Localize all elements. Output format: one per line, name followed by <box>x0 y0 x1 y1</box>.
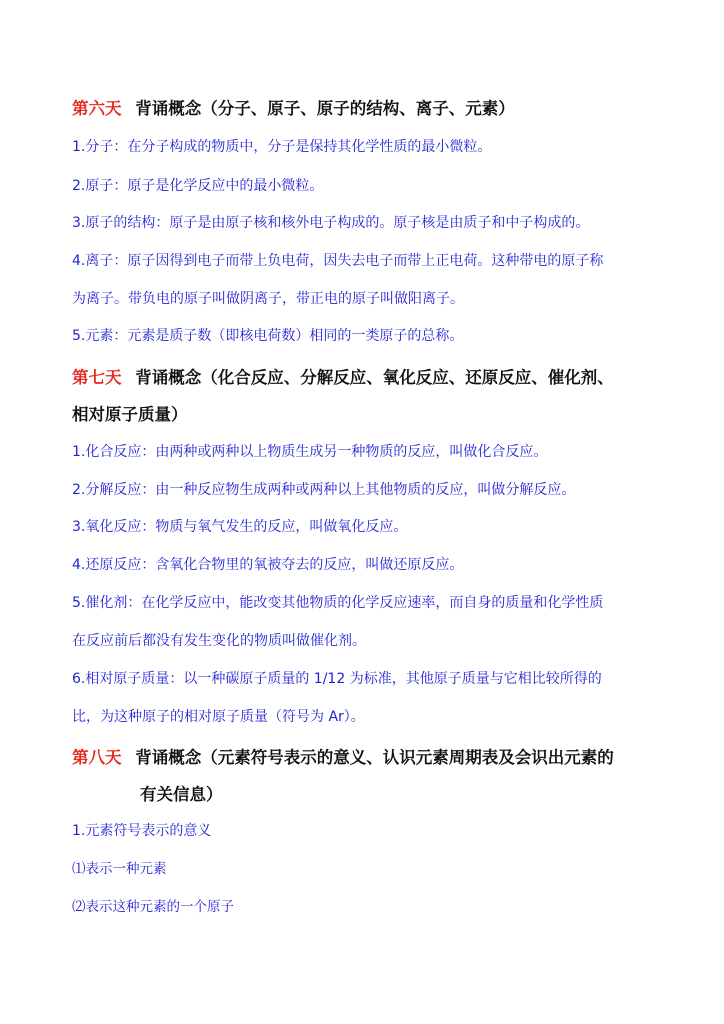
section-title: 背诵概念（分子、原子、原子的结构、离子、元素） <box>135 99 515 118</box>
list-item: 2.原子：原子是化学反应中的最小微粒。 <box>72 178 324 194</box>
list-item: 5.催化剂：在化学反应中，能改变其他物质的化学反应速率，而自身的质量和化学性质 <box>72 595 604 611</box>
day-label: 第六天 <box>72 99 122 118</box>
section-title: 背诵概念（化合反应、分解反应、氧化反应、还原反应、催化剂、 <box>135 368 614 387</box>
section-heading-day6 <box>72 95 515 119</box>
section-title-continuation: 相对原子质量） <box>72 405 188 424</box>
list-item: 1.分子：在分子构成的物质中，分子是保持其化学性质的最小微粒。 <box>72 139 492 155</box>
section-heading-day7 <box>72 364 614 388</box>
list-item: ⑴表示一种元素 <box>72 861 167 877</box>
list-item-continuation: 为离子。带负电的原子叫做阴离子，带正电的原子叫做阳离子。 <box>72 291 464 307</box>
list-item: 6.相对原子质量：以一种碳原子质量的 1/12 为标准，其他原子质量与它相比较所得的 <box>72 671 602 687</box>
list-item: ⑵表示这种元素的一个原子 <box>72 899 234 915</box>
list-item: 4.离子：原子因得到电子而带上负电荷，因失去电子而带上正电荷。这种带电的原子称 <box>72 253 604 269</box>
section-title: 背诵概念（元素符号表示的意义、认识元素周期表及会识出元素的 <box>135 748 614 767</box>
section-heading-day8 <box>72 744 614 768</box>
list-item: 3.氧化反应：物质与氧气发生的反应，叫做氧化反应。 <box>72 519 408 535</box>
day-label: 第七天 <box>72 368 122 387</box>
section-title-continuation: 有关信息） <box>140 785 223 804</box>
list-item: 1.化合反应：由两种或两种以上物质生成另一种物质的反应，叫做化合反应。 <box>72 444 548 460</box>
list-item-continuation: 比，为这种原子的相对原子质量（符号为 Ar）。 <box>72 709 365 725</box>
list-item: 5.元素：元素是质子数（即核电荷数）相同的一类原子的总称。 <box>72 328 464 344</box>
list-item: 1.元素符号表示的意义 <box>72 823 212 839</box>
list-item: 4.还原反应：含氧化合物里的氧被夺去的反应，叫做还原反应。 <box>72 557 464 573</box>
list-item: 3.原子的结构：原子是由原子核和核外电子构成的。原子核是由质子和中子构成的。 <box>72 215 590 231</box>
day-label: 第八天 <box>72 748 122 767</box>
list-item-continuation: 在反应前后都没有发生变化的物质叫做催化剂。 <box>72 633 366 649</box>
list-item: 2.分解反应：由一种反应物生成两种或两种以上其他物质的反应，叫做分解反应。 <box>72 482 576 498</box>
